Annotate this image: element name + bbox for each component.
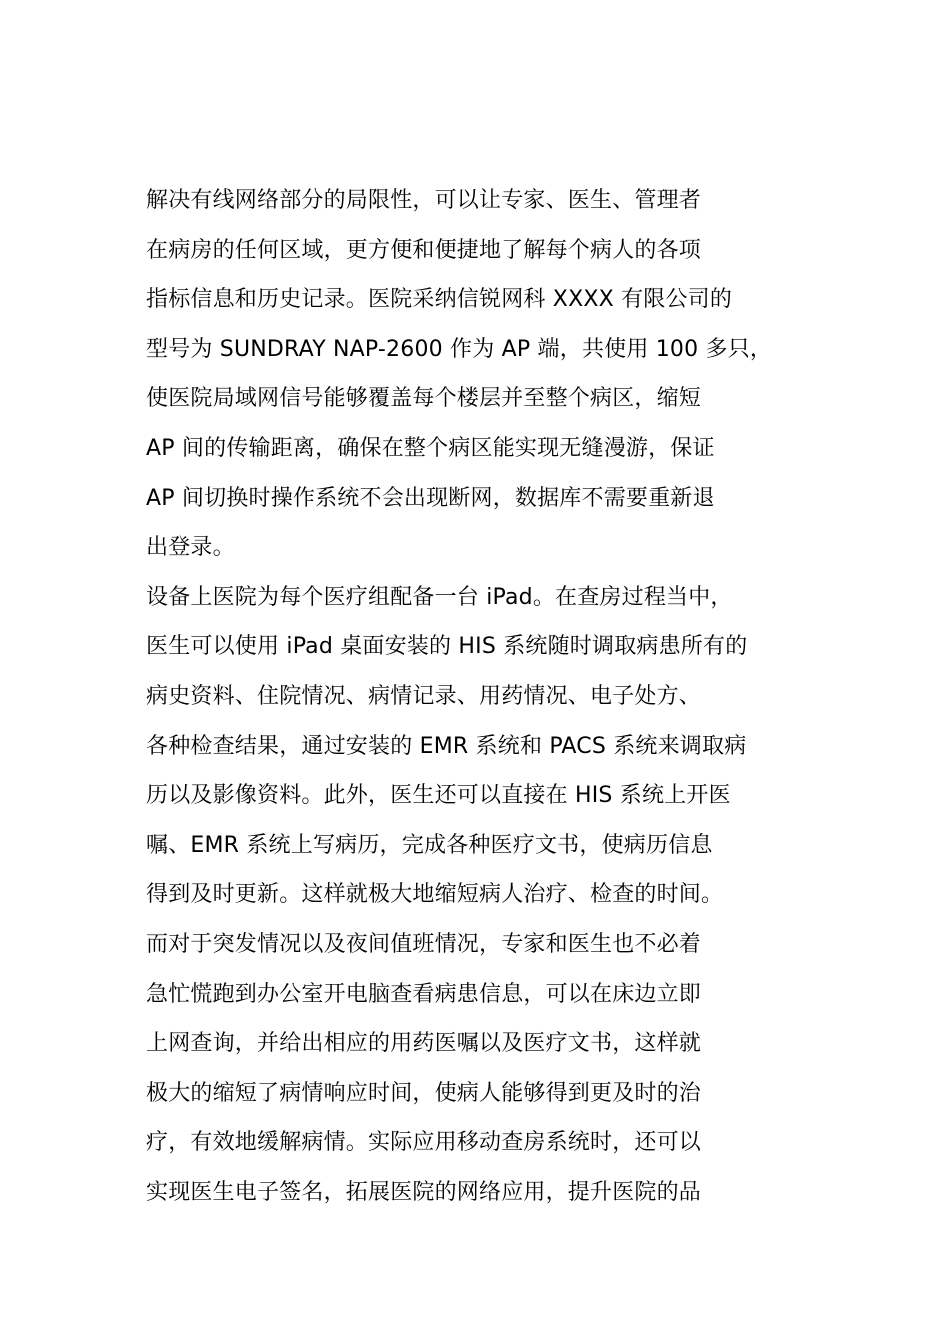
text-line: AP 间切换时操作系统不会出现断网，数据库不需要重新退: [146, 485, 715, 511]
text-line: 各种检查结果，通过安装的 EMR 系统和 PACS 系统来调取病: [146, 733, 747, 759]
text-line: 历以及影像资料。此外，医生还可以直接在 HIS 系统上开医: [146, 783, 731, 809]
text-line: 实现医生电子签名，拓展医院的网络应用，提升医院的品: [146, 1179, 702, 1205]
text-line: 疗，有效地缓解病情。实际应用移动查房系统时，还可以: [146, 1130, 702, 1156]
text-line: 上网查询，并给出相应的用药医嘱以及医疗文书，这样就: [146, 1031, 702, 1057]
text-line: 出登录。: [146, 535, 235, 561]
text-line: 在病房的任何区域，更方便和便捷地了解每个病人的各项: [146, 237, 702, 263]
text-line: 设备上医院为每个医疗组配备一台 iPad。在查房过程当中，: [146, 584, 733, 610]
text-line: 嘱、EMR 系统上写病历，完成各种医疗文书，使病历信息: [146, 832, 713, 858]
text-line: 指标信息和历史记录。医院采纳信锐网科 XXXX 有限公司的: [146, 287, 733, 313]
text-line: 而对于突发情况以及夜间值班情况，专家和医生也不必着: [146, 931, 702, 957]
text-line: 得到及时更新。这样就极大地缩短病人治疗、检查的时间。: [146, 882, 724, 908]
text-line: 病史资料、住院情况、病情记录、用药情况、电子处方、: [146, 683, 702, 709]
text-line: 解决有线网络部分的局限性，可以让专家、医生、管理者: [146, 188, 702, 213]
text-line: 医生可以使用 iPad 桌面安装的 HIS 系统随时调取病患所有的: [146, 634, 748, 660]
text-line: 急忙慌跑到办公室开电脑查看病患信息，可以在床边立即: [146, 981, 702, 1007]
text-line: 型号为 SUNDRAY NAP-2600 作为 AP 端，共使用 100 多只，: [146, 336, 773, 362]
text-line: 使医院局域网信号能够覆盖每个楼层并至整个病区，缩短: [146, 386, 702, 412]
body-text: [146, 176, 826, 1217]
text-line: 极大的缩短了病情响应时间，使病人能够得到更及时的治: [146, 1080, 702, 1106]
text-line: AP 间的传输距离，确保在整个病区能实现无缝漫游，保证: [146, 435, 715, 461]
